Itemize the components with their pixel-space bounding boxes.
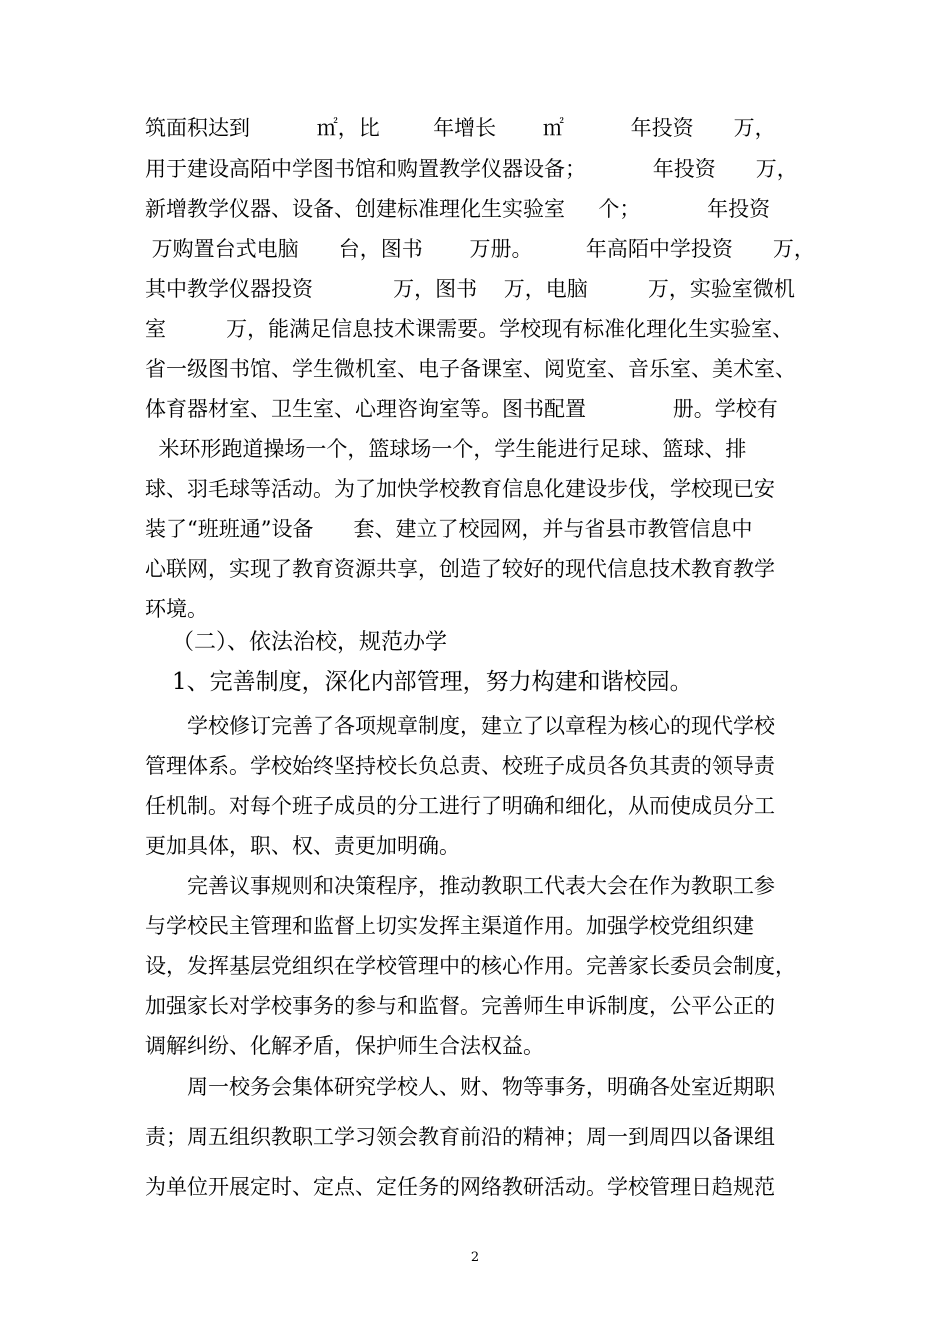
body-line: 米环形跑道操场一个，篮球场一个，学生能进行足球、篮球、排	[145, 437, 747, 461]
body-line: 体育器材室、卫生室、心理咨询室等。图书配置 册。学校有	[145, 397, 778, 421]
body-line: 万购置台式电脑 台，图书 万册。 年高陌中学投资 万，	[145, 237, 815, 261]
body-line: 筑面积达到 ㎡，比 年增长 ㎡ 年投资 万，	[145, 116, 776, 140]
paragraph-line: 调解纠纷、化解矛盾，保护师生合法权益。	[145, 1034, 544, 1058]
page-number: 2	[470, 1250, 480, 1265]
paragraph-line: 与学校民主管理和监督上切实发挥主渠道作用。加强学校党组织建	[145, 914, 754, 938]
body-line: 球、羽毛球等活动。为了加快学校教育信息化建设步伐，学校现已安	[145, 477, 775, 501]
paragraph-line: 加强家长对学校事务的参与和监督。完善师生申诉制度，公平公正的	[145, 994, 775, 1018]
body-line: 其中教学仪器投资 万，图书 万，电脑 万，实验室微机	[145, 277, 795, 301]
section-heading: （二）、依法治校，规范办学	[172, 630, 448, 655]
paragraph-line: 周一校务会集体研究学校人、财、物等事务，明确各处室近期职	[187, 1075, 775, 1099]
paragraph-line: 管理体系。学校始终坚持校长负总责、校班子成员各负其责的领导责	[145, 754, 775, 778]
body-line: 心联网，实现了教育资源共享，创造了较好的现代信息技术教育教学	[145, 557, 775, 581]
body-line: 装了“班班通”设备 套、建立了校园网，并与省县市教管信息中	[145, 517, 753, 541]
paragraph-line: 完善议事规则和决策程序，推动教职工代表大会在作为教职工参	[187, 874, 775, 898]
paragraph-line: 设，发挥基层党组织在学校管理中的核心作用。完善家长委员会制度，	[145, 954, 796, 978]
paragraph-line: 责；周五组织教职工学习领会教育前沿的精神；周一到周四以备课组	[145, 1125, 775, 1149]
subsection-heading: 1、完善制度，深化内部管理，努力构建和谐校园。	[172, 669, 693, 695]
body-line: 环境。	[145, 597, 208, 621]
body-line: 新增教学仪器、设备、创建标准理化生实验室 个； 年投资	[145, 197, 771, 221]
body-line: 室 万，能满足信息技术课需要。学校现有标准化理化生实验室、	[145, 317, 794, 341]
paragraph-line: 学校修订完善了各项规章制度，建立了以章程为核心的现代学校	[187, 714, 775, 738]
body-line: 用于建设高陌中学图书馆和购置教学仪器设备； 年投资 万，	[145, 157, 798, 181]
paragraph-line: 任机制。对每个班子成员的分工进行了明确和细化，从而使成员分工	[145, 794, 775, 818]
paragraph-line: 更加具体，职、权、责更加明确。	[145, 834, 460, 858]
body-line: 省一级图书馆、学生微机室、电子备课室、阅览室、音乐室、美术室、	[145, 357, 796, 381]
paragraph-line: 为单位开展定时、定点、定任务的网络教研活动。学校管理日趋规范	[145, 1175, 775, 1199]
